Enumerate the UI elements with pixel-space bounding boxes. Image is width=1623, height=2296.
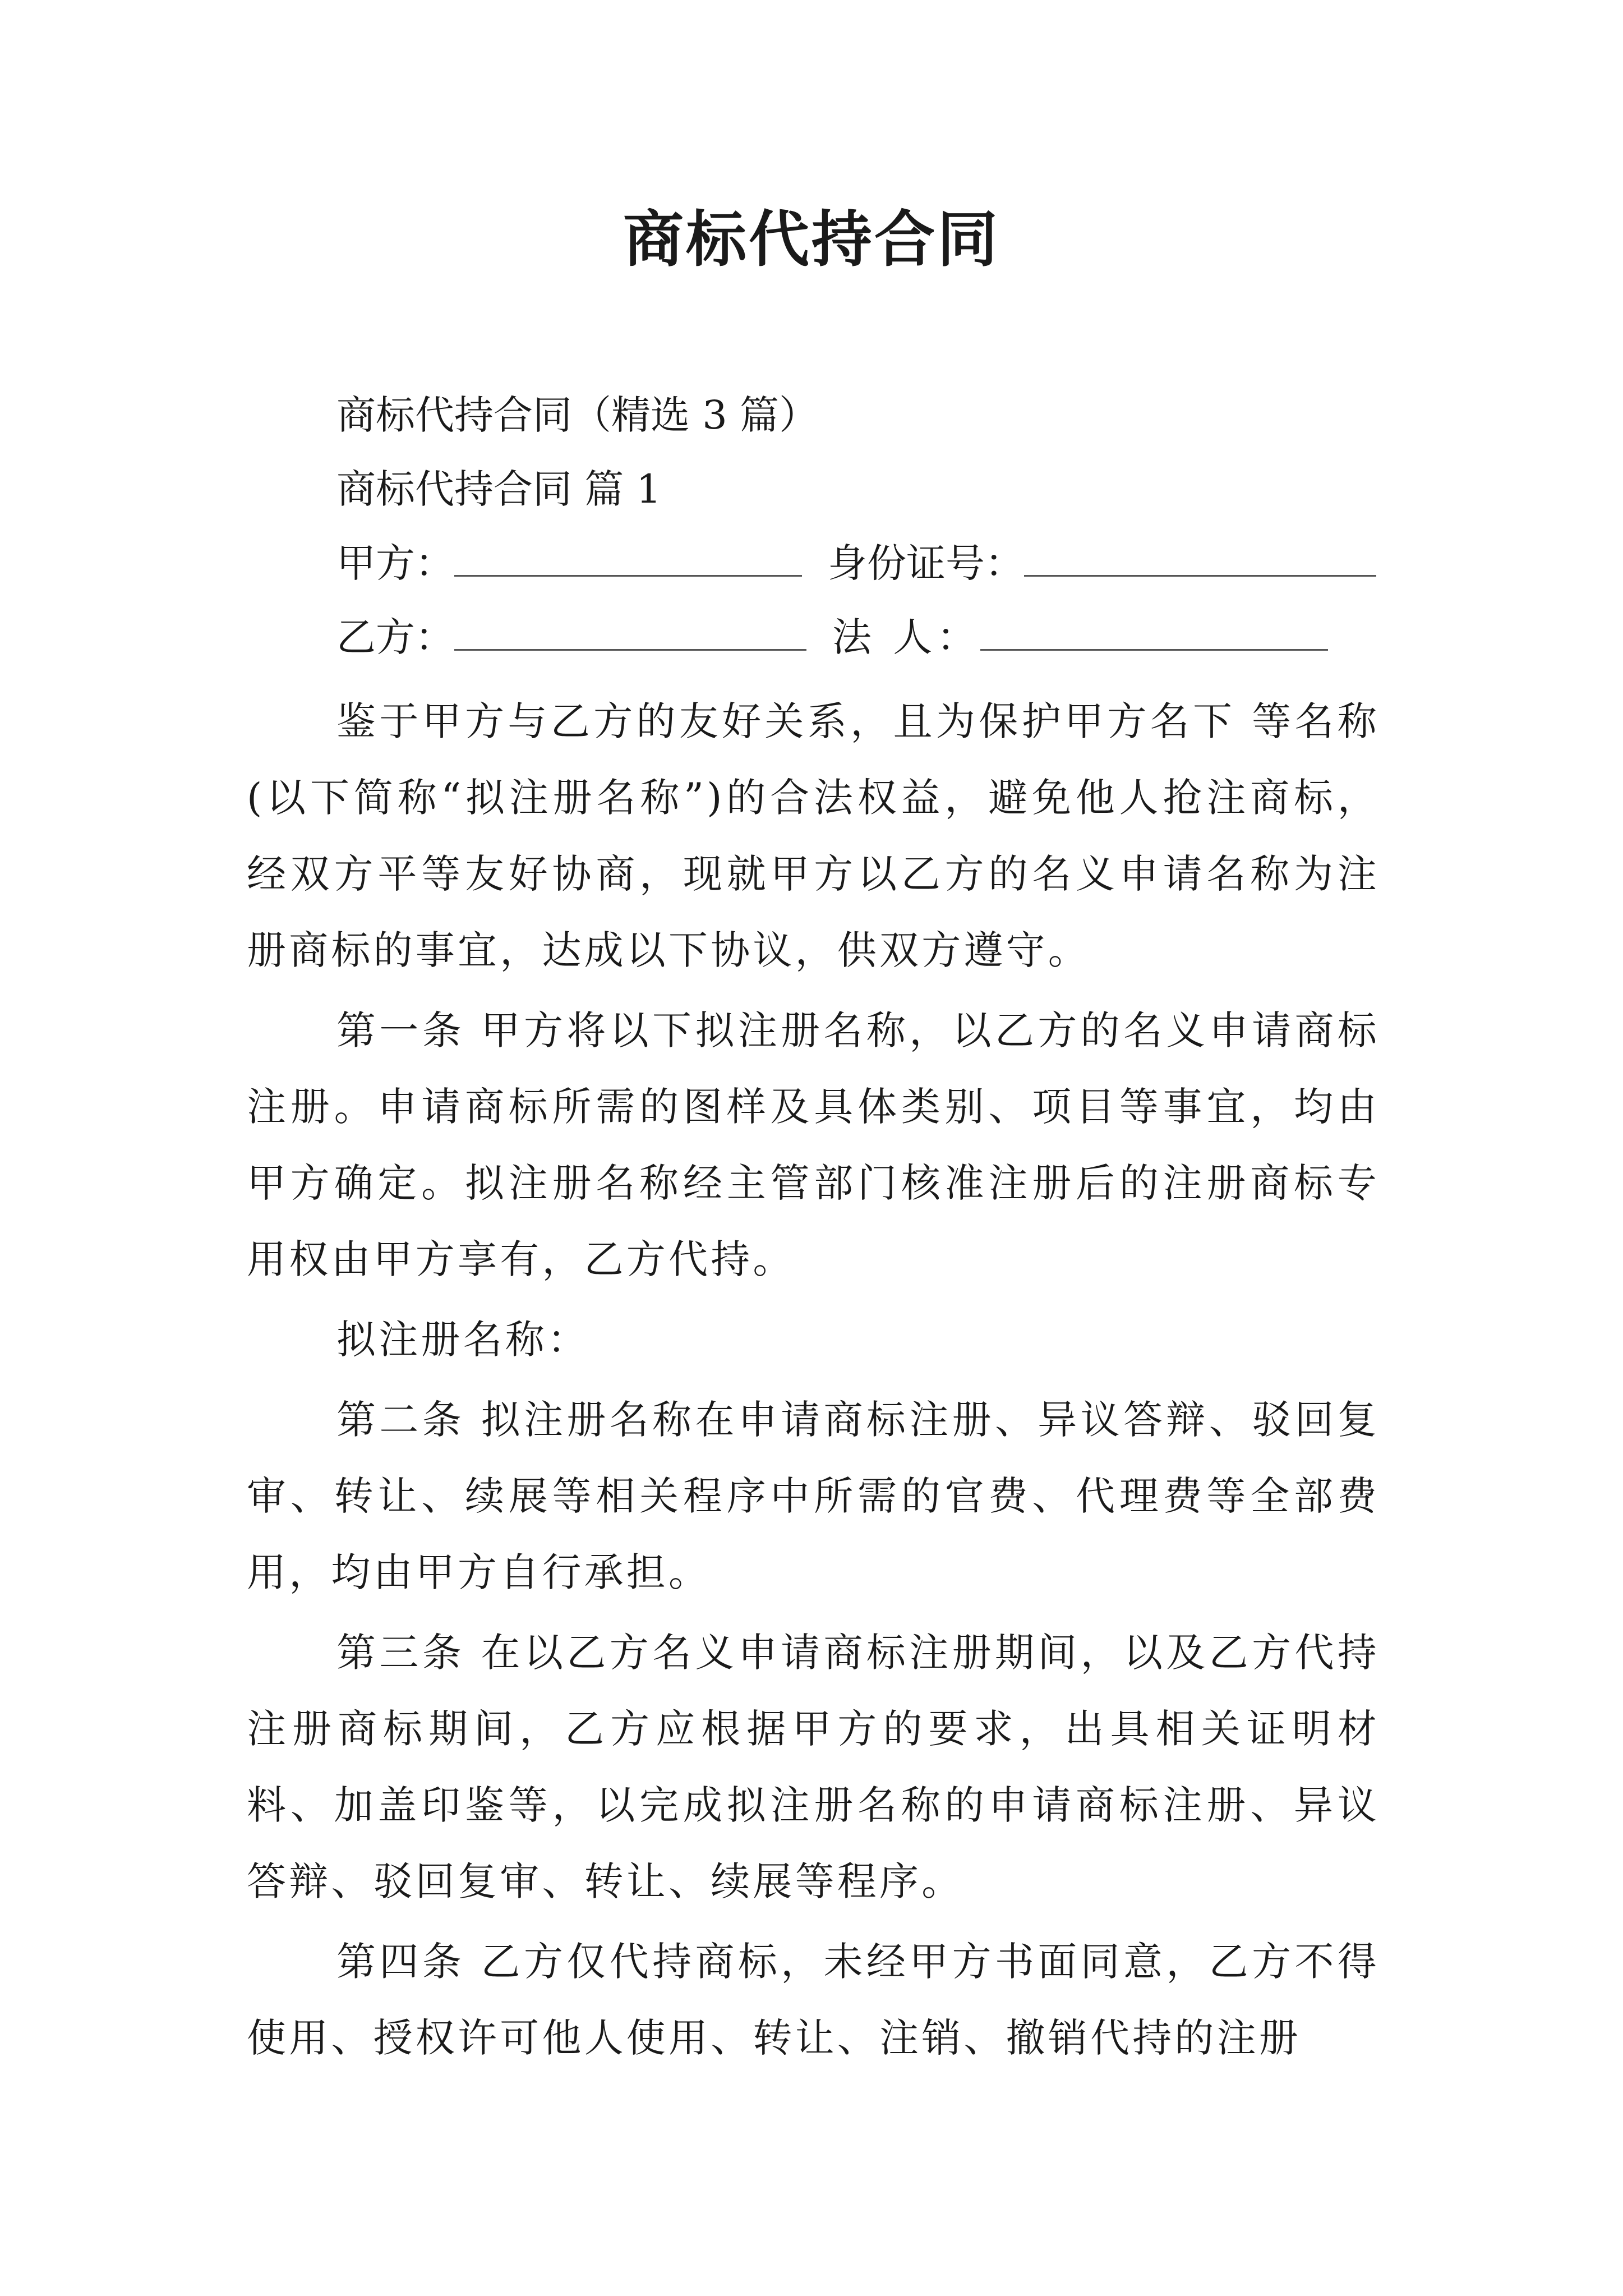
document-title: 商标代持合同	[623, 204, 1000, 275]
paragraph-preamble: 鉴于甲方与乙方的友好关系，且为保护甲方名下 等名称(以下简称“拟注册名称”)的合法权益，避免他人抢注商标，经双方平等友好协商，现就甲方以乙方的名义申请名称为注册商标的事宜，达成以下协议，供双方遵守。	[247, 698, 1380, 973]
id-number-blank[interactable]	[1024, 544, 1376, 577]
id-number-label: 身份证号：	[828, 540, 1024, 586]
paragraph-article-4: 第四条 乙方仅代持商标，未经甲方书面同意，乙方不得使用、授权许可他人使用、转让、注销、撤销代持的注册	[247, 1939, 1380, 2061]
paragraph-article-1: 第一条 甲方将以下拟注册名称，以乙方的名义申请商标注册。申请商标所需的图样及具体类别、项目等事宜，均由甲方确定。拟注册名称经主管部门核准注册后的注册商标专用权由甲方享有，乙方代持。	[247, 1007, 1380, 1282]
party-a-row	[336, 535, 1376, 591]
party-b-blank[interactable]	[454, 618, 806, 651]
contract-body	[247, 683, 1380, 2080]
legal-rep-label: 法 人：	[832, 614, 981, 660]
party-a-label: 甲方：	[336, 540, 454, 586]
document-subtitle: 商标代持合同（精选 3 篇）	[336, 392, 819, 438]
section-heading: 商标代持合同 篇 1	[336, 466, 662, 512]
party-a-blank[interactable]	[454, 544, 802, 577]
legal-rep-blank[interactable]	[980, 618, 1328, 651]
paragraph-trademark-name: 拟注册名称：	[336, 1317, 590, 1363]
party-b-label: 乙方：	[336, 614, 454, 660]
paragraph-article-3: 第三条 在以乙方名义申请商标注册期间，以及乙方代持注册商标期间，乙方应根据甲方的要求，出具相关证明材料、加盖印鉴等，以完成拟注册名称的申请商标注册、异议答辩、驳回复审、转让、续展等程序。	[247, 1630, 1380, 1904]
paragraph-article-2: 第二条 拟注册名称在申请商标注册、异议答辩、驳回复审、转让、续展等相关程序中所需的官费、代理费等全部费用，均由甲方自行承担。	[247, 1397, 1380, 1595]
party-b-row	[336, 609, 1328, 665]
